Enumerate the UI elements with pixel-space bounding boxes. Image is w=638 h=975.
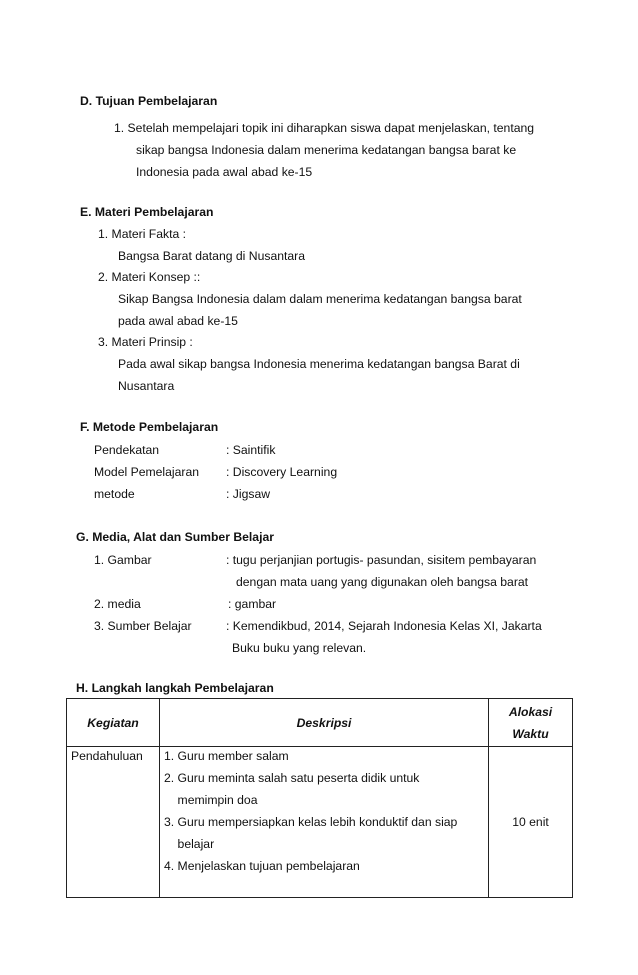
section-g-heading: G. Media, Alat dan Sumber Belajar: [76, 530, 274, 544]
materi-konsep-text-1: Sikap Bangsa Indonesia dalam dalam menerima kedatangan bangsa barat: [118, 292, 522, 306]
section-d-heading: D. Tujuan Pembelajaran: [80, 94, 218, 108]
deskripsi-line-3: memimpin doa: [164, 793, 258, 807]
section-h-heading: H. Langkah langkah Pembelajaran: [76, 681, 274, 695]
deskripsi-line-5: belajar: [164, 837, 215, 851]
header-alokasi-line-2: Waktu: [512, 726, 549, 741]
langkah-pembelajaran-table: [66, 698, 573, 898]
header-alokasi: [489, 699, 573, 747]
cell-kegiatan: [67, 747, 160, 898]
media-value-sumber-cont: Buku buku yang relevan.: [232, 641, 367, 655]
header-deskripsi-label: Deskripsi: [296, 715, 352, 730]
media-key-gambar: 1. Gambar: [94, 553, 152, 567]
header-kegiatan: [67, 699, 160, 747]
metode-key-metode: metode: [94, 487, 135, 501]
section-d-line-3: Indonesia pada awal abad ke-15: [136, 165, 313, 179]
table-row: [67, 747, 573, 898]
deskripsi-line-2: 2. Guru meminta salah satu peserta didik untuk: [164, 771, 420, 785]
materi-fakta-label: 1. Materi Fakta :: [98, 227, 187, 241]
media-value-gambar-cont: dengan mata uang yang digunakan oleh bangsa barat: [236, 575, 529, 589]
section-d-line-1: 1. Setelah mempelajari topik ini diharapkan siswa dapat menjelaskan, tentang: [114, 121, 535, 135]
media-value-gambar: : tugu perjanjian portugis- pasundan, sisitem pembayaran: [226, 553, 537, 567]
metode-key-pendekatan: Pendekatan: [94, 443, 160, 457]
kegiatan-label: Pendahuluan: [71, 749, 143, 763]
metode-value-model: : Discovery Learning: [226, 465, 338, 479]
cell-deskripsi: [160, 747, 489, 898]
media-key-sumber: 3. Sumber Belajar: [94, 619, 192, 633]
materi-prinsip-text-2: Nusantara: [118, 379, 175, 393]
media-key-media: 2. media: [94, 597, 141, 611]
table-header-row: [67, 699, 573, 747]
media-value-sumber: : Kemendikbud, 2014, Sejarah Indonesia Kelas XI, Jakarta: [226, 619, 542, 633]
alokasi-value: 10 enit: [512, 815, 549, 829]
section-e-heading: E. Materi Pembelajaran: [80, 205, 214, 219]
metode-value-pendekatan: : Saintifik: [226, 443, 276, 457]
header-deskripsi: [160, 699, 489, 747]
materi-fakta-text: Bangsa Barat datang di Nusantara: [118, 249, 306, 263]
deskripsi-line-1: 1. Guru member salam: [164, 749, 289, 763]
media-value-media: : gambar: [228, 597, 277, 611]
cell-alokasi: [489, 747, 573, 898]
materi-prinsip-text-1: Pada awal sikap bangsa Indonesia menerima kedatangan bangsa Barat di: [118, 357, 520, 371]
section-f-heading: F. Metode Pembelajaran: [80, 420, 219, 434]
header-alokasi-line-1: Alokasi: [508, 704, 553, 719]
deskripsi-line-6: 4. Menjelaskan tujuan pembelajaran: [164, 859, 360, 873]
materi-konsep-label: 2. Materi Konsep ::: [98, 270, 201, 284]
materi-konsep-text-2: pada awal abad ke-15: [118, 314, 238, 328]
materi-prinsip-label: 3. Materi Prinsip :: [98, 335, 193, 349]
metode-key-model: Model Pemelajaran: [94, 465, 200, 479]
header-kegiatan-label: Kegiatan: [87, 715, 139, 730]
metode-value-metode: : Jigsaw: [226, 487, 271, 501]
deskripsi-line-4: 3. Guru mempersiapkan kelas lebih konduktif dan siap: [164, 815, 458, 829]
section-d-line-2: sikap bangsa Indonesia dalam menerima kedatangan bangsa barat ke: [136, 143, 517, 157]
